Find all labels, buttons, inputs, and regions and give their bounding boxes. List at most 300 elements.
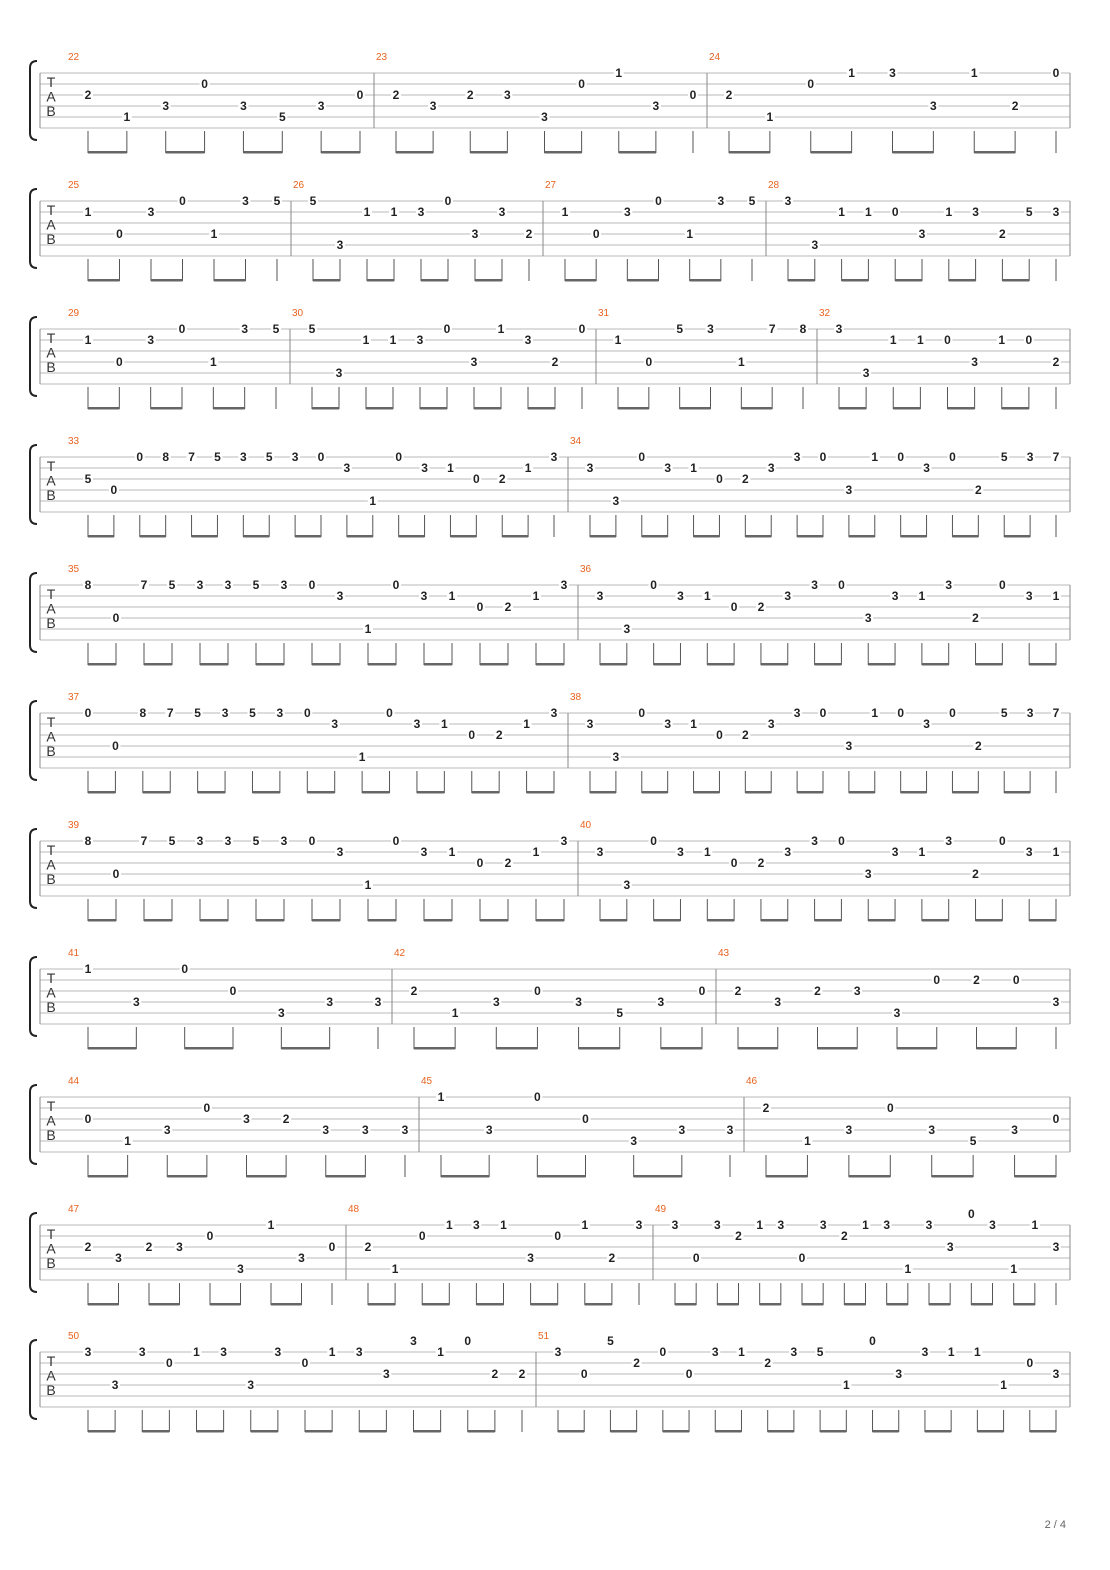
fret-number: 3: [241, 322, 249, 336]
beam: [476, 1303, 503, 1306]
fret-number: 8: [799, 322, 807, 336]
beam: [528, 407, 555, 410]
beam: [738, 1047, 778, 1050]
fret-number: 3: [524, 333, 532, 347]
fret-number: 0: [418, 1229, 426, 1243]
measure-number: 46: [746, 1076, 758, 1087]
fret-number: 3: [945, 834, 953, 848]
beam: [849, 535, 875, 538]
fret-number: 1: [124, 1134, 131, 1148]
beam: [441, 1175, 489, 1178]
fret-number: 3: [498, 205, 506, 219]
measure-number: 26: [293, 180, 305, 191]
measure-number: 33: [68, 436, 80, 447]
beam: [396, 151, 433, 154]
fret-number: 1: [918, 845, 926, 859]
beam: [868, 919, 895, 922]
beam: [307, 791, 334, 794]
beam: [167, 1175, 207, 1178]
measure-number: 37: [68, 692, 80, 703]
tab-clef-letter: B: [46, 743, 56, 759]
beam: [321, 151, 360, 154]
fret-number: 3: [242, 194, 249, 208]
fret-number: 5: [168, 578, 176, 592]
beam: [424, 663, 452, 666]
fret-number: 3: [918, 227, 926, 241]
fret-number: 3: [713, 1218, 721, 1232]
fret-number: 5: [278, 110, 286, 124]
beam: [729, 151, 770, 154]
fret-number: 0: [178, 322, 186, 336]
fret-number: 0: [949, 450, 956, 464]
beam: [480, 663, 508, 666]
beam: [210, 1303, 241, 1306]
fret-number: 7: [1052, 450, 1060, 464]
beam: [844, 1303, 865, 1306]
beam: [868, 663, 895, 666]
fret-number: 1: [1010, 1262, 1018, 1276]
fret-number: 1: [447, 461, 454, 475]
beam: [368, 1303, 395, 1306]
tab-clef-letter: B: [46, 487, 56, 503]
beam: [811, 151, 852, 154]
tab-clef-letter: T: [46, 1098, 56, 1114]
beam: [192, 535, 218, 538]
fret-number: 3: [793, 450, 801, 464]
beam: [590, 791, 616, 794]
fret-number: 5: [748, 194, 756, 208]
fret-number: 3: [895, 1367, 903, 1381]
fret-number: 0: [229, 984, 237, 998]
fret-number: 3: [1026, 450, 1034, 464]
fret-number: 3: [891, 589, 899, 603]
fret-number: 8: [162, 450, 170, 464]
beam: [895, 279, 922, 282]
fret-number: 0: [838, 578, 845, 592]
fret-number: 7: [140, 834, 148, 848]
beam: [470, 151, 507, 154]
fret-number: 0: [534, 984, 541, 998]
beam: [901, 535, 927, 538]
fret-number: 3: [819, 1218, 827, 1232]
fret-number: 0: [949, 706, 956, 720]
tab-clef-letter: A: [46, 1367, 56, 1384]
beam: [480, 919, 508, 922]
fret-number: 3: [1025, 589, 1033, 603]
fret-number: 1: [917, 333, 924, 347]
fret-number: 5: [816, 1345, 824, 1359]
beam: [849, 791, 875, 794]
beam: [680, 407, 711, 410]
fret-number: 1: [389, 333, 397, 347]
fret-number: 5: [273, 194, 281, 208]
beam: [256, 663, 284, 666]
fret-number: 3: [930, 99, 937, 113]
fret-number: 3: [921, 1345, 929, 1359]
beam: [590, 535, 616, 538]
fret-number: 3: [711, 1345, 719, 1359]
fret-number: 3: [575, 995, 582, 1009]
fret-number: 1: [448, 845, 456, 859]
fret-number: 5: [168, 834, 176, 848]
fret-number: 3: [374, 995, 382, 1009]
fret-number: 3: [945, 578, 953, 592]
fret-number: 0: [443, 322, 451, 336]
beam: [185, 1047, 233, 1050]
beam: [585, 1303, 612, 1306]
fret-number: 3: [1025, 845, 1033, 859]
fret-number: 0: [1052, 66, 1060, 80]
fret-number: 3: [417, 205, 425, 219]
fret-number: 3: [485, 1123, 493, 1137]
fret-number: 3: [326, 995, 334, 1009]
fret-number: 1: [690, 461, 697, 475]
fret-number: 2: [364, 1240, 372, 1254]
beam: [475, 279, 502, 282]
fret-number: 3: [707, 322, 714, 336]
beam: [952, 791, 978, 794]
fret-number: 0: [179, 194, 186, 208]
fret-number: 0: [116, 227, 123, 241]
fret-number: 3: [413, 717, 421, 731]
fret-number: 3: [492, 995, 500, 1009]
fret-number: 0: [638, 706, 646, 720]
beam: [618, 407, 649, 410]
fret-number: 3: [889, 66, 896, 80]
beam: [414, 1047, 455, 1050]
fret-number: 1: [448, 589, 456, 603]
beam: [166, 151, 205, 154]
fret-number: 3: [550, 450, 558, 464]
fret-number: 3: [163, 1123, 171, 1137]
beam: [565, 279, 596, 282]
fret-number: 1: [391, 1262, 399, 1276]
measure-number: 43: [718, 948, 730, 959]
beam: [247, 1175, 287, 1178]
beam: [1014, 1303, 1035, 1306]
beam: [472, 791, 499, 794]
tab-clef-letter: T: [46, 202, 56, 218]
fret-number: 3: [596, 589, 604, 603]
fret-number: 0: [84, 1112, 92, 1126]
fret-number: 2: [504, 856, 512, 870]
beam: [243, 535, 269, 538]
fret-number: 0: [392, 834, 400, 848]
beam: [252, 791, 279, 794]
beam: [1002, 279, 1029, 282]
fret-number: 1: [84, 333, 92, 347]
fret-number: 3: [972, 205, 979, 219]
fret-number: 0: [730, 600, 738, 614]
fret-number: 3: [147, 205, 155, 219]
fret-number: 2: [495, 728, 503, 742]
fret-number: 3: [274, 1345, 282, 1359]
fret-number: 2: [633, 1356, 640, 1370]
fret-number: 5: [249, 706, 256, 720]
fret-number: 1: [210, 227, 218, 241]
fret-number: 1: [615, 66, 623, 80]
fret-number: 2: [282, 1112, 290, 1126]
measure-number: 23: [376, 52, 388, 63]
beam: [143, 791, 170, 794]
fret-number: 3: [767, 461, 775, 475]
fret-number: 1: [441, 717, 448, 731]
fret-number: 3: [473, 1218, 480, 1232]
fret-number: 8: [84, 834, 92, 848]
beam: [815, 663, 842, 666]
beam: [88, 1175, 128, 1178]
fret-number: 3: [677, 589, 684, 603]
beam: [977, 1430, 1003, 1433]
beam: [610, 1430, 636, 1433]
fret-number: 1: [970, 66, 978, 80]
beam: [312, 919, 340, 922]
fret-number: 1: [614, 333, 622, 347]
fret-number: 0: [533, 1090, 541, 1104]
fret-number: 3: [928, 1123, 936, 1137]
fret-number: 2: [1011, 99, 1019, 113]
tab-clef-letter: B: [46, 103, 56, 119]
fret-number: 2: [466, 88, 474, 102]
beam: [1029, 663, 1056, 666]
system-bracket: [30, 1085, 37, 1164]
system-bracket: [30, 957, 37, 1036]
beam: [281, 1047, 329, 1050]
fret-number: 2: [1052, 355, 1060, 369]
fret-number: 2: [757, 856, 765, 870]
measure-number: 27: [545, 180, 557, 191]
fret-number: 5: [1000, 706, 1008, 720]
fret-number: 0: [1052, 1112, 1060, 1126]
fret-number: 0: [580, 1367, 588, 1381]
beam: [420, 407, 447, 410]
fret-number: 2: [999, 227, 1006, 241]
fret-number: 0: [798, 1251, 806, 1265]
beam: [313, 279, 340, 282]
fret-number: 0: [730, 856, 738, 870]
system-bracket: [30, 573, 37, 652]
fret-number: 0: [582, 1112, 589, 1126]
fret-number: 3: [1052, 1367, 1060, 1381]
fret-number: 0: [638, 450, 646, 464]
beam: [818, 1047, 858, 1050]
measure-number: 51: [538, 1331, 550, 1342]
fret-number: 5: [1000, 450, 1008, 464]
fret-number: 3: [1052, 995, 1060, 1009]
fret-number: 2: [518, 1367, 526, 1381]
beam: [1004, 535, 1030, 538]
beam: [502, 535, 528, 538]
fret-number: 0: [1012, 973, 1020, 987]
tab-clef-letter: A: [46, 728, 56, 745]
fret-number: 3: [335, 366, 343, 380]
measure-number: 40: [580, 820, 592, 831]
measure-number: 41: [68, 948, 80, 959]
fret-number: 3: [196, 834, 204, 848]
beam: [88, 407, 119, 410]
fret-number: 1: [703, 845, 711, 859]
fret-number: 3: [596, 845, 604, 859]
beam: [536, 663, 564, 666]
beam: [312, 407, 339, 410]
fret-number: 3: [362, 1123, 369, 1137]
fret-number: 3: [1052, 1240, 1060, 1254]
beam: [149, 1303, 180, 1306]
fret-number: 3: [147, 333, 155, 347]
fret-number: 3: [989, 1218, 996, 1232]
fret-number: 3: [401, 1123, 409, 1137]
system-bracket: [30, 189, 37, 268]
fret-number: 2: [84, 88, 92, 102]
fret-number: 0: [166, 1356, 173, 1370]
beam: [761, 919, 788, 922]
fret-number: 2: [814, 984, 821, 998]
beam: [922, 919, 949, 922]
beam: [897, 1047, 937, 1050]
fret-number: 1: [358, 750, 366, 764]
tab-clef-letter: A: [46, 1112, 56, 1129]
fret-number: 3: [652, 99, 660, 113]
fret-number: 2: [725, 88, 733, 102]
beam: [948, 407, 975, 410]
beam: [151, 279, 183, 282]
beam: [707, 919, 734, 922]
fret-number: 1: [703, 589, 711, 603]
fret-number: 0: [819, 450, 827, 464]
fret-number: 3: [893, 1006, 901, 1020]
tab-clef-letter: A: [46, 216, 56, 233]
beam: [366, 407, 393, 410]
fret-number: 5: [308, 322, 316, 336]
tab-clef-letter: T: [46, 330, 56, 346]
fret-number: 2: [974, 483, 982, 497]
beam: [797, 535, 823, 538]
beam: [873, 1430, 899, 1433]
fret-number: 1: [209, 355, 217, 369]
fret-number: 0: [308, 578, 316, 592]
fret-number: 0: [807, 77, 815, 91]
beam: [715, 1430, 741, 1433]
fret-number: 3: [541, 110, 548, 124]
fret-number: 3: [777, 1218, 785, 1232]
fret-number: 3: [336, 238, 344, 252]
measure-number: 50: [68, 1331, 80, 1342]
fret-number: 2: [764, 1356, 772, 1370]
measure-number: 30: [292, 308, 304, 319]
fret-number: 1: [193, 1345, 200, 1359]
fret-number: 3: [336, 589, 344, 603]
fret-number: 0: [476, 856, 484, 870]
fret-number: 0: [395, 450, 403, 464]
fret-number: 3: [657, 995, 665, 1009]
tab-clef-letter: T: [46, 586, 56, 602]
beam: [925, 1430, 951, 1433]
beam: [545, 151, 582, 154]
tab-clef-letter: T: [46, 842, 56, 858]
beam: [654, 919, 681, 922]
beam: [531, 1303, 558, 1306]
beam: [820, 1430, 846, 1433]
fret-number: 1: [690, 717, 697, 731]
fret-number: 1: [445, 1218, 453, 1232]
fret-number: 2: [504, 600, 512, 614]
fret-number: 3: [239, 450, 247, 464]
beam: [496, 1047, 537, 1050]
fret-number: 2: [491, 1367, 499, 1381]
fret-number: 3: [678, 1123, 686, 1137]
measure-number: 47: [68, 1204, 80, 1215]
fret-number: 0: [115, 355, 123, 369]
fret-number: 3: [336, 845, 344, 859]
beam: [760, 1303, 781, 1306]
fret-number: 5: [969, 1134, 977, 1148]
fret-number: 3: [811, 238, 819, 252]
beam: [417, 791, 444, 794]
fret-number: 0: [112, 739, 119, 753]
measure-number: 39: [68, 820, 80, 831]
fret-number: 3: [664, 461, 672, 475]
fret-number: 0: [659, 1345, 667, 1359]
fret-number: 1: [738, 1345, 745, 1359]
fret-number: 0: [1025, 333, 1033, 347]
fret-number: 1: [369, 494, 377, 508]
fret-number: 3: [793, 706, 801, 720]
fret-number: 3: [635, 1218, 643, 1232]
beam: [932, 1175, 973, 1178]
fret-number: 1: [998, 333, 1006, 347]
fret-number: 3: [560, 834, 568, 848]
beam: [717, 1303, 738, 1306]
beam: [887, 1303, 908, 1306]
beam: [600, 663, 627, 666]
fret-number: 2: [84, 1240, 92, 1254]
fret-number: 3: [664, 717, 672, 731]
fret-number: 0: [999, 834, 1006, 848]
beam: [600, 919, 627, 922]
measure-number: 29: [68, 308, 80, 319]
measure-number: 35: [68, 564, 80, 575]
fret-number: 3: [767, 717, 775, 731]
beam: [368, 663, 396, 666]
fret-number: 3: [790, 1345, 798, 1359]
beam: [694, 535, 720, 538]
beam: [536, 919, 564, 922]
beam: [359, 1430, 386, 1433]
measure-number: 48: [348, 1204, 360, 1215]
fret-number: 8: [139, 706, 147, 720]
beam: [214, 279, 246, 282]
fret-number: 2: [741, 728, 749, 742]
measure-number: 38: [570, 692, 582, 703]
fret-number: 1: [804, 1134, 811, 1148]
beam: [399, 535, 425, 538]
fret-number: 2: [392, 88, 400, 102]
beam: [839, 407, 866, 410]
measure-number: 36: [580, 564, 592, 575]
beam: [976, 663, 1003, 666]
measure-number: 28: [768, 180, 780, 191]
fret-number: 3: [132, 995, 140, 1009]
fret-number: 0: [999, 578, 1006, 592]
fret-number: 0: [645, 355, 653, 369]
beam: [140, 535, 166, 538]
fret-number: 3: [1026, 706, 1034, 720]
fret-number: 2: [757, 600, 765, 614]
fret-number: 3: [410, 1334, 417, 1348]
beam: [450, 535, 476, 538]
tab-clef-letter: B: [46, 1255, 56, 1271]
fret-number: 2: [735, 1229, 742, 1243]
